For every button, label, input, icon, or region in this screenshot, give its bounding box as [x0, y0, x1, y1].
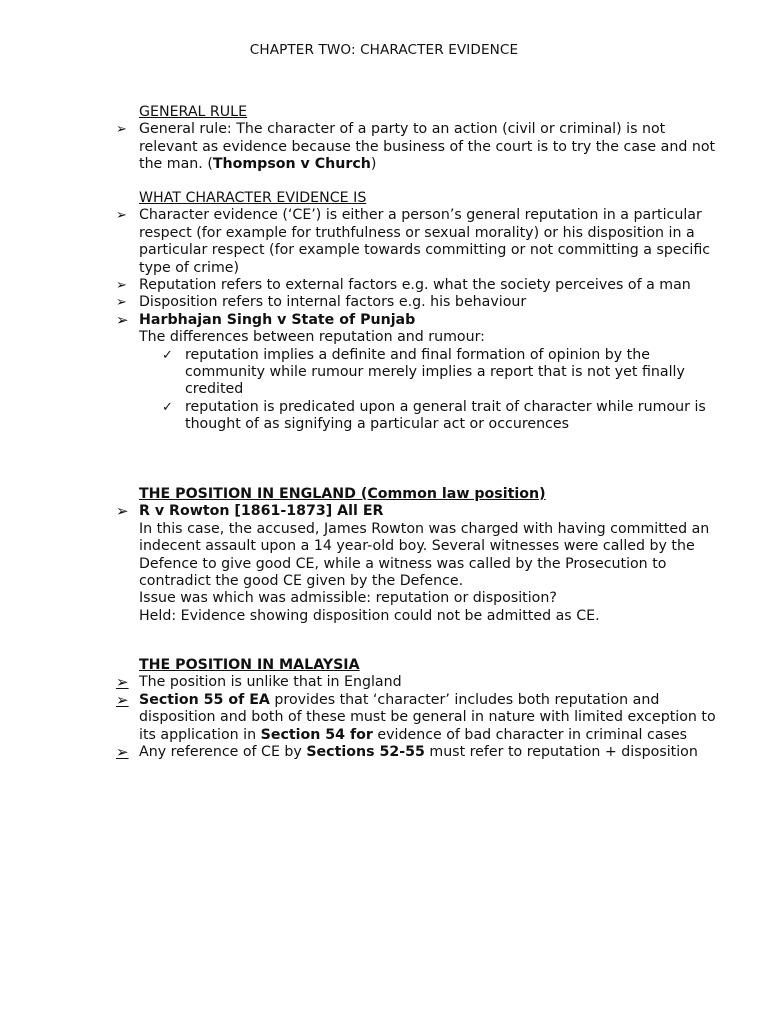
list-item: ➢ Any reference of CE by Sections 52-55 must refer to reputation + disposition	[116, 743, 698, 762]
list-item: ➢ Section 55 of EA provides that ‘character’ includes both reputation and disposition and both of these must be general in nature with limited exception to its application in Section 54 for evidence of bad character in criminal cases	[116, 690, 716, 743]
arrowhead-bullet-icon: ➢	[116, 310, 129, 329]
section-england	[116, 486, 716, 625]
list-item	[116, 503, 716, 520]
arrowhead-bullet-icon: ➢	[116, 502, 129, 521]
arrowhead-bullet-icon: ➢	[116, 122, 127, 138]
list-item: ➢ General rule: The character of a party to an action (civil or criminal) is not relevant as evidence because the business of the court is to try the case and not the man. (Thompson v Church)	[116, 121, 716, 173]
arrowhead-bullet-icon: ➢	[116, 673, 129, 692]
arrowhead-bullet-icon: ➢	[116, 278, 127, 294]
section-reference: Section 54 for	[260, 726, 373, 743]
case-name: Thompson v Church	[212, 156, 371, 173]
arrowhead-bullet-icon: ➢	[116, 690, 129, 709]
case-name: R v Rowton [1861-1873] All ER	[139, 503, 384, 520]
case-name: Harbhajan Singh v State of Punjab	[139, 311, 416, 328]
section-reference: Sections 52-55	[306, 744, 425, 761]
list-item: ➢ Character evidence (‘CE’) is either a person’s general reputation in a particular respect (for example for truthfulness or sexual morality) or his disposition in a particular respect (for example towards committing or not committing a specific type of crime)	[116, 207, 711, 276]
paragraph: The differences between reputation and rumour:	[139, 329, 485, 346]
list-item: ➢ The position is unlike that in England	[116, 673, 402, 692]
section-general-rule	[116, 104, 716, 174]
checkmark-icon: ✓	[162, 399, 173, 415]
list-item	[116, 312, 716, 329]
arrowhead-bullet-icon: ➢	[116, 208, 127, 224]
section-malaysia	[116, 657, 716, 761]
section-heading: WHAT CHARACTER EVIDENCE IS	[139, 190, 367, 206]
section-heading: THE POSITION IN ENGLAND (Common law position)	[139, 486, 546, 502]
chapter-title: CHAPTER TWO: CHARACTER EVIDENCE	[249, 42, 519, 58]
check-item: ✓ reputation is predicated upon a general trait of character while rumour is thought of as signifying a particular act or occurences	[162, 398, 706, 433]
paragraph: Held: Evidence showing disposition could not be admitted as CE.	[139, 607, 600, 624]
arrowhead-bullet-icon: ➢	[116, 295, 127, 311]
paragraph: In this case, the accused, James Rowton was charged with having committed an indecent assault upon a 14 year-old boy. Several witnesses were called by the Defence to give good CE, while a witness was called by the Prosecution to contradict the good CE given by the Defence.	[139, 520, 710, 590]
check-item: ✓ reputation implies a definite and final formation of opinion by the community while rumour merely implies a report that is not yet finally credited	[162, 346, 685, 398]
section-what-ce-is	[116, 190, 716, 434]
list-item: ➢ Disposition refers to internal factors e.g. his behaviour	[116, 294, 527, 311]
section-heading: GENERAL RULE	[139, 104, 248, 120]
section-reference: Section 55 of EA	[139, 691, 270, 708]
checkmark-icon: ✓	[162, 347, 173, 363]
arrowhead-bullet-icon: ➢	[116, 743, 129, 762]
section-heading: THE POSITION IN MALAYSIA	[139, 657, 360, 673]
paragraph: Issue was which was admissible: reputation or disposition?	[139, 590, 557, 607]
list-item: ➢ Reputation refers to external factors e.g. what the society perceives of a man	[116, 277, 691, 294]
